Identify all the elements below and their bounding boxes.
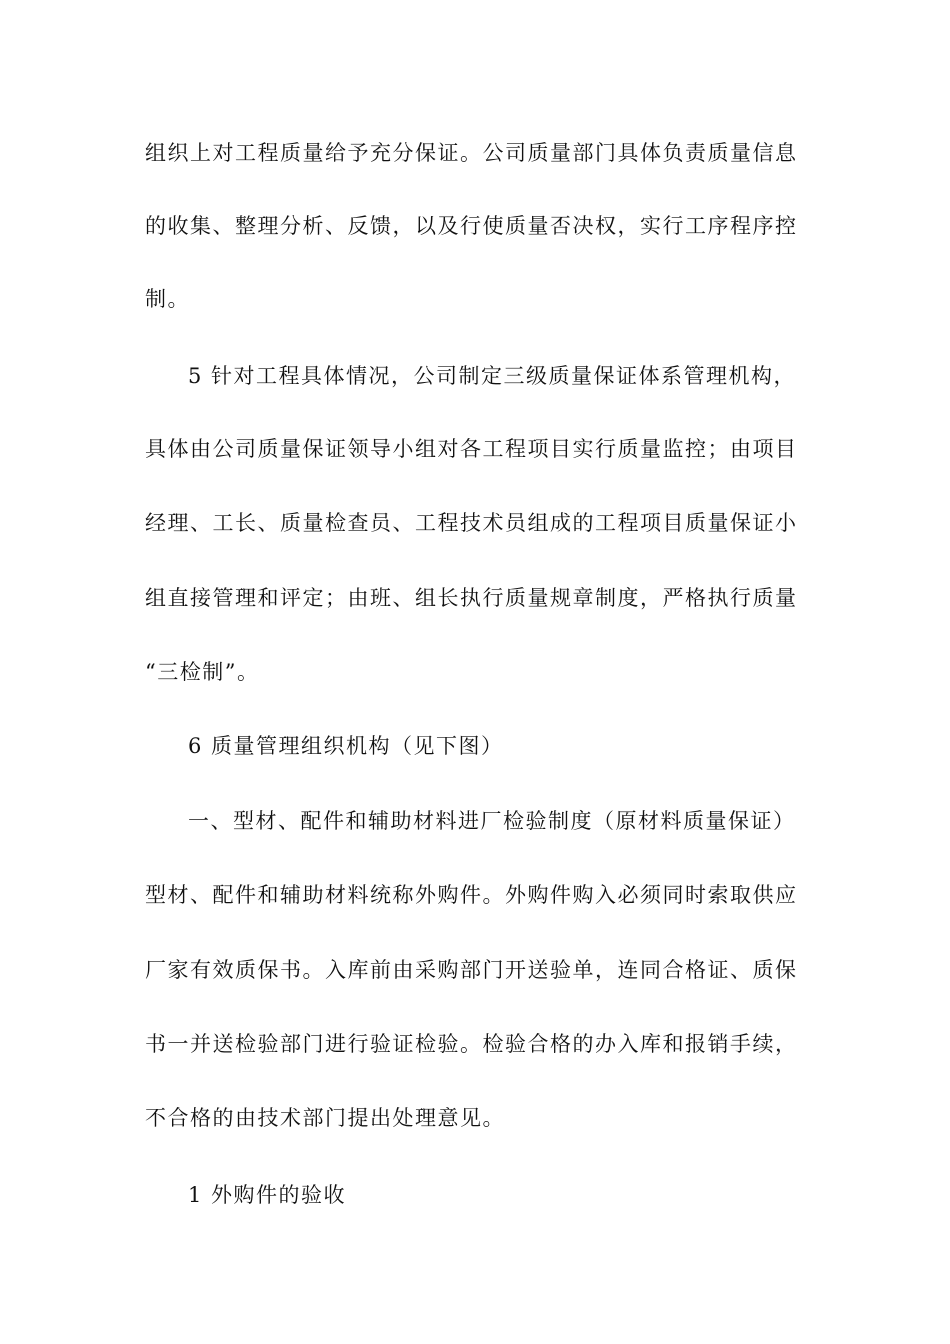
paragraph-1-line-2: 的收集、整理分析、反馈，以及行使质量否决权，实行工序程序控 (145, 214, 798, 238)
paragraph-1-line-1: 组织上对工程质量给予充分保证。公司质量部门具体负责质量信息 (145, 141, 798, 165)
paragraph-1-line-3: 制。 (145, 287, 190, 311)
heading-6: 6 质量管理组织机构（见下图） (188, 734, 504, 758)
subheading-1: 1 外购件的验收 (188, 1183, 347, 1207)
paragraph-2-line-1: 5 针对工程具体情况，公司制定三级质量保证体系管理机构， (188, 364, 797, 388)
paragraph-3-line-1: 型材、配件和辅助材料统称外购件。外购件购入必须同时索取供应 (145, 883, 798, 907)
paragraph-3-line-3: 书一并送检验部门进行验证检验。检验合格的办入库和报销手续， (145, 1032, 798, 1056)
paragraph-3-line-4: 不合格的由技术部门提出处理意见。 (145, 1106, 505, 1130)
paragraph-2-line-4: 组直接管理和评定；由班、组长执行质量规章制度，严格执行质量 (145, 586, 798, 610)
section-1-title: 一、型材、配件和辅助材料进厂检验制度（原材料质量保证） (188, 809, 796, 833)
paragraph-2-line-5: “三检制”。 (145, 660, 260, 684)
paragraph-3-line-2: 厂家有效质保书。入库前由采购部门开送验单，连同合格证、质保 (145, 958, 798, 982)
paragraph-2-line-3: 经理、工长、质量检查员、工程技术员组成的工程项目质量保证小 (145, 511, 798, 535)
paragraph-2-line-2: 具体由公司质量保证领导小组对各工程项目实行质量监控；由项目 (145, 437, 798, 461)
